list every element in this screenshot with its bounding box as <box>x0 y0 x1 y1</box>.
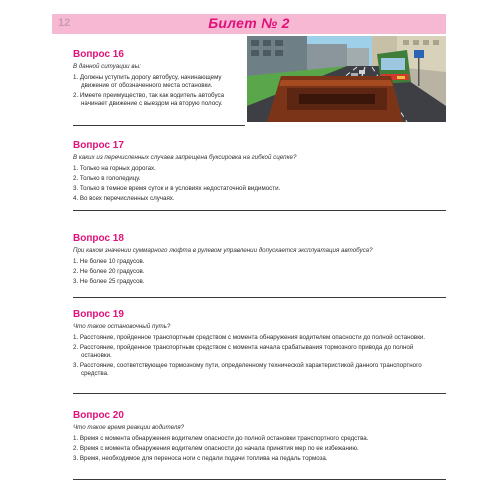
question-18 <box>73 233 443 288</box>
answer-option[interactable]: 2. Только в гололедицу. <box>73 175 141 182</box>
question-title: Вопрос 20 <box>73 410 124 421</box>
answer-option[interactable]: 2. Не более 20 градусов. <box>73 268 145 275</box>
answer-list <box>73 435 443 463</box>
ticket-header <box>52 14 446 34</box>
answer-option[interactable]: 1. Расстояние, пройденное транспортным средством с момента обнаружения водителем опасности до полной остановки. <box>73 334 426 341</box>
answer-option[interactable]: 2. Расстояние, пройденное транспортным средством с момента начала срабатывания тормозного привода до полной остановки. <box>73 344 414 359</box>
divider <box>73 297 446 298</box>
divider <box>73 210 446 211</box>
answer-option[interactable]: 3. Не более 25 градусов. <box>73 278 145 285</box>
answer-option[interactable]: 2. Время с момента обнаружения водителем опасности до начала принятия мер по ее избежанию. <box>73 445 359 452</box>
question-16 <box>73 49 241 110</box>
question-prompt: Что такое время реакции водителя? <box>73 424 185 431</box>
divider <box>73 393 446 394</box>
question-19 <box>73 309 443 380</box>
ticket-title: Билет № 2 <box>208 15 290 31</box>
question-title: Вопрос 16 <box>73 49 124 60</box>
question-title: Вопрос 17 <box>73 140 124 151</box>
question-17 <box>73 140 443 205</box>
answer-option[interactable]: 2. Имеете преимущество, так как водитель автобуса начинает движение с выездом на вторую полосу. <box>73 92 225 107</box>
divider <box>73 125 245 126</box>
question-title: Вопрос 19 <box>73 309 124 320</box>
answer-list <box>73 165 443 203</box>
answer-option[interactable]: 3. Расстояние, соответствующее тормозному пути, определенному технической характеристикой данного транспортного средства. <box>73 362 422 377</box>
answer-option[interactable]: 4. Во всех перечисленных случаях. <box>73 195 175 202</box>
traffic-situation-illustration <box>247 36 446 122</box>
question-prompt: Что такое остановочный путь? <box>73 323 171 330</box>
answer-option[interactable]: 1. Только на горных дорогах. <box>73 165 156 172</box>
answer-option[interactable]: 1. Должны уступить дорогу автобусу, начинающему движение от обозначенного места остановки. <box>73 74 222 89</box>
question-title: Вопрос 18 <box>73 233 124 244</box>
question-prompt: В данной ситуации вы: <box>73 63 141 70</box>
page-number: 12 <box>58 17 71 29</box>
answer-option[interactable]: 3. Время, необходимое для переноса ноги с педали подачи топлива на педаль тормоза. <box>73 455 328 462</box>
question-20 <box>73 410 443 465</box>
question-prompt: При каком значении суммарного люфта в рулевом управлении допускается эксплуатация автобуса? <box>73 247 373 254</box>
answer-list <box>73 74 241 108</box>
answer-option[interactable]: 3. Только в темное время суток и в условиях недостаточной видимости. <box>73 185 281 192</box>
divider <box>73 479 446 480</box>
answer-option[interactable]: 1. Не более 10 градусов. <box>73 258 145 265</box>
question-prompt: В каких из перечисленных случаев запрещена буксировка на гибкой сцепке? <box>73 154 297 161</box>
answer-list <box>73 334 443 378</box>
answer-option[interactable]: 1. Время с момента обнаружения водителем опасности до полной остановки транспортного средства. <box>73 435 369 442</box>
answer-list <box>73 258 443 286</box>
